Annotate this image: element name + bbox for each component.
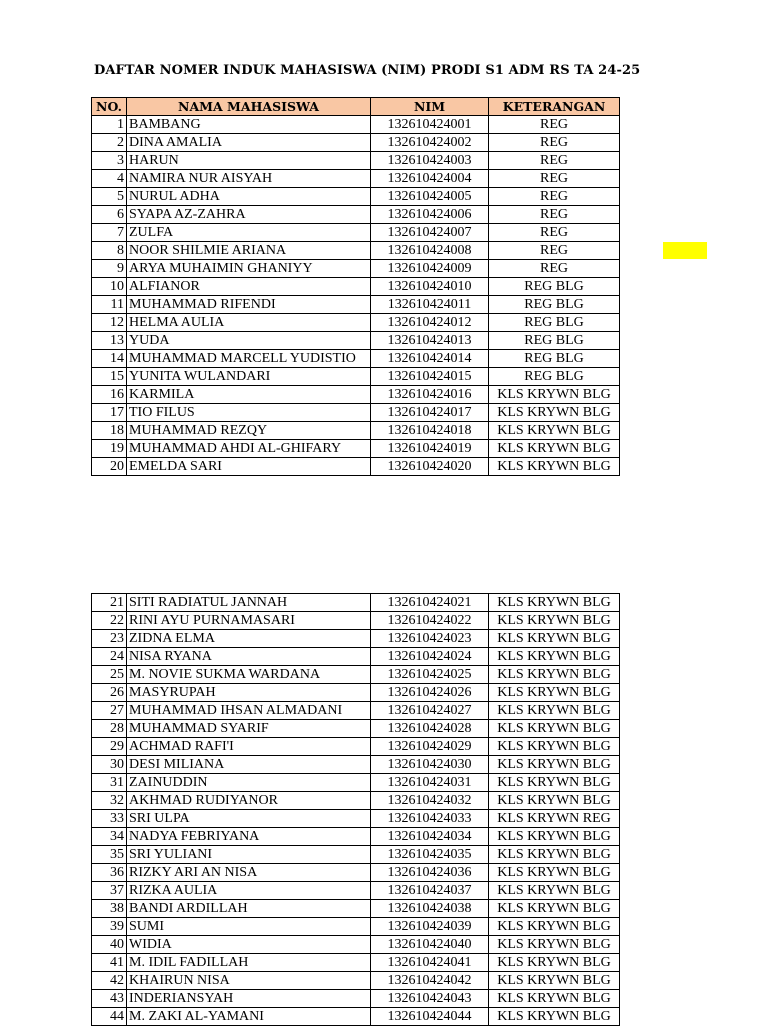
cell-nim: 132610424003 <box>371 152 489 170</box>
cell-nim: 132610424037 <box>371 882 489 900</box>
cell-nim: 132610424028 <box>371 720 489 738</box>
cell-name: SUMI <box>127 918 371 936</box>
cell-name: NOOR SHILMIE ARIANA <box>127 242 371 260</box>
cell-name: MUHAMMAD RIFENDI <box>127 296 371 314</box>
cell-no: 29 <box>92 738 127 756</box>
cell-keterangan: REG BLG <box>489 350 620 368</box>
cell-no: 44 <box>92 1008 127 1026</box>
table-row <box>92 720 620 738</box>
cell-keterangan: KLS KRYWN REG <box>489 810 620 828</box>
cell-name: ZULFA <box>127 224 371 242</box>
cell-no: 12 <box>92 314 127 332</box>
table-row <box>92 684 620 702</box>
cell-name: NISA RYANA <box>127 648 371 666</box>
cell-nim: 132610424035 <box>371 846 489 864</box>
cell-name: SRI YULIANI <box>127 846 371 864</box>
cell-keterangan: KLS KRYWN BLG <box>489 612 620 630</box>
cell-no: 10 <box>92 278 127 296</box>
cell-keterangan: KLS KRYWN BLG <box>489 594 620 612</box>
table-row <box>92 314 620 332</box>
table-row <box>92 224 620 242</box>
cell-no: 22 <box>92 612 127 630</box>
cell-nim: 132610424015 <box>371 368 489 386</box>
cell-no: 42 <box>92 972 127 990</box>
table-row <box>92 900 620 918</box>
table-row <box>92 386 620 404</box>
cell-name: DESI MILIANA <box>127 756 371 774</box>
cell-name: KARMILA <box>127 386 371 404</box>
cell-no: 17 <box>92 404 127 422</box>
table-row <box>92 260 620 278</box>
cell-name: DINA AMALIA <box>127 134 371 152</box>
cell-keterangan: KLS KRYWN BLG <box>489 648 620 666</box>
header-no: NO. <box>92 98 127 116</box>
table-row <box>92 612 620 630</box>
table-row <box>92 152 620 170</box>
cell-name: ACHMAD RAFI'I <box>127 738 371 756</box>
cell-keterangan: KLS KRYWN BLG <box>489 756 620 774</box>
table-row <box>92 648 620 666</box>
cell-nim: 132610424009 <box>371 260 489 278</box>
cell-name: MUHAMMAD AHDI AL-GHIFARY <box>127 440 371 458</box>
table-row <box>92 738 620 756</box>
cell-nim: 132610424036 <box>371 864 489 882</box>
cell-keterangan: REG <box>489 152 620 170</box>
highlighted-cell <box>663 242 707 259</box>
cell-no: 5 <box>92 188 127 206</box>
page-title: DAFTAR NOMER INDUK MAHASISWA (NIM) PRODI S1 ADM RS TA 24-25 <box>94 63 641 78</box>
table-header-row <box>92 98 620 116</box>
cell-nim: 132610424030 <box>371 756 489 774</box>
cell-name: RINI AYU PURNAMASARI <box>127 612 371 630</box>
cell-name: INDERIANSYAH <box>127 990 371 1008</box>
cell-keterangan: REG <box>489 260 620 278</box>
cell-name: YUDA <box>127 332 371 350</box>
cell-nim: 132610424016 <box>371 386 489 404</box>
cell-nim: 132610424043 <box>371 990 489 1008</box>
cell-nim: 132610424031 <box>371 774 489 792</box>
cell-nim: 132610424042 <box>371 972 489 990</box>
cell-name: MUHAMMAD MARCELL YUDISTIO <box>127 350 371 368</box>
table-row <box>92 630 620 648</box>
cell-name: ZAINUDDIN <box>127 774 371 792</box>
cell-keterangan: KLS KRYWN BLG <box>489 918 620 936</box>
cell-keterangan: REG BLG <box>489 296 620 314</box>
cell-nim: 132610424041 <box>371 954 489 972</box>
cell-no: 14 <box>92 350 127 368</box>
cell-keterangan: KLS KRYWN BLG <box>489 882 620 900</box>
header-name: NAMA MAHASISWA <box>127 98 371 116</box>
table-row <box>92 350 620 368</box>
cell-name: ALFIANOR <box>127 278 371 296</box>
cell-keterangan: REG <box>489 188 620 206</box>
table-row <box>92 170 620 188</box>
cell-name: HARUN <box>127 152 371 170</box>
cell-keterangan: KLS KRYWN BLG <box>489 972 620 990</box>
cell-nim: 132610424002 <box>371 134 489 152</box>
cell-nim: 132610424005 <box>371 188 489 206</box>
cell-name: MUHAMMAD REZQY <box>127 422 371 440</box>
cell-nim: 132610424025 <box>371 666 489 684</box>
cell-nim: 132610424044 <box>371 1008 489 1026</box>
cell-keterangan: KLS KRYWN BLG <box>489 900 620 918</box>
cell-keterangan: KLS KRYWN BLG <box>489 630 620 648</box>
cell-name: M. NOVIE SUKMA WARDANA <box>127 666 371 684</box>
table-row <box>92 666 620 684</box>
cell-name: M. IDIL FADILLAH <box>127 954 371 972</box>
student-table-2 <box>91 593 620 1026</box>
cell-no: 30 <box>92 756 127 774</box>
cell-nim: 132610424026 <box>371 684 489 702</box>
cell-keterangan: REG BLG <box>489 368 620 386</box>
cell-name: NURUL ADHA <box>127 188 371 206</box>
cell-no: 2 <box>92 134 127 152</box>
cell-no: 18 <box>92 422 127 440</box>
cell-no: 43 <box>92 990 127 1008</box>
cell-keterangan: REG <box>489 134 620 152</box>
cell-keterangan: REG <box>489 224 620 242</box>
table-row <box>92 918 620 936</box>
cell-nim: 132610424010 <box>371 278 489 296</box>
cell-no: 4 <box>92 170 127 188</box>
cell-name: NADYA FEBRIYANA <box>127 828 371 846</box>
table-row <box>92 134 620 152</box>
cell-no: 8 <box>92 242 127 260</box>
cell-nim: 132610424001 <box>371 116 489 134</box>
table-row <box>92 810 620 828</box>
cell-name: BANDI ARDILLAH <box>127 900 371 918</box>
cell-nim: 132610424027 <box>371 702 489 720</box>
cell-nim: 132610424023 <box>371 630 489 648</box>
cell-name: ZIDNA ELMA <box>127 630 371 648</box>
cell-no: 20 <box>92 458 127 476</box>
cell-no: 28 <box>92 720 127 738</box>
table-row <box>92 936 620 954</box>
cell-name: M. ZAKI AL-YAMANI <box>127 1008 371 1026</box>
cell-name: AKHMAD RUDIYANOR <box>127 792 371 810</box>
cell-nim: 132610424020 <box>371 458 489 476</box>
cell-name: HELMA AULIA <box>127 314 371 332</box>
cell-no: 11 <box>92 296 127 314</box>
cell-keterangan: KLS KRYWN BLG <box>489 738 620 756</box>
cell-keterangan: KLS KRYWN BLG <box>489 864 620 882</box>
cell-nim: 132610424007 <box>371 224 489 242</box>
cell-no: 19 <box>92 440 127 458</box>
cell-keterangan: KLS KRYWN BLG <box>489 720 620 738</box>
cell-nim: 132610424014 <box>371 350 489 368</box>
table-row <box>92 278 620 296</box>
cell-nim: 132610424018 <box>371 422 489 440</box>
cell-keterangan: KLS KRYWN BLG <box>489 702 620 720</box>
cell-keterangan: REG <box>489 242 620 260</box>
cell-name: SYAPA AZ-ZAHRA <box>127 206 371 224</box>
cell-no: 15 <box>92 368 127 386</box>
student-table-1 <box>91 97 620 476</box>
cell-no: 38 <box>92 900 127 918</box>
cell-name: SRI ULPA <box>127 810 371 828</box>
table-row <box>92 116 620 134</box>
table-row <box>92 332 620 350</box>
table-row <box>92 954 620 972</box>
cell-no: 35 <box>92 846 127 864</box>
cell-no: 37 <box>92 882 127 900</box>
table-row <box>92 458 620 476</box>
cell-nim: 132610424032 <box>371 792 489 810</box>
cell-keterangan: KLS KRYWN BLG <box>489 792 620 810</box>
cell-nim: 132610424008 <box>371 242 489 260</box>
cell-name: SITI RADIATUL JANNAH <box>127 594 371 612</box>
table-row <box>92 792 620 810</box>
cell-nim: 132610424019 <box>371 440 489 458</box>
cell-keterangan: KLS KRYWN BLG <box>489 828 620 846</box>
table-row <box>92 756 620 774</box>
cell-no: 21 <box>92 594 127 612</box>
table-row <box>92 404 620 422</box>
cell-nim: 132610424034 <box>371 828 489 846</box>
cell-no: 1 <box>92 116 127 134</box>
cell-no: 33 <box>92 810 127 828</box>
cell-keterangan: KLS KRYWN BLG <box>489 404 620 422</box>
table-row <box>92 422 620 440</box>
table-row <box>92 296 620 314</box>
table-row <box>92 828 620 846</box>
cell-name: BAMBANG <box>127 116 371 134</box>
cell-name: RIZKY ARI AN NISA <box>127 864 371 882</box>
cell-no: 3 <box>92 152 127 170</box>
table-row <box>92 594 620 612</box>
cell-keterangan: KLS KRYWN BLG <box>489 440 620 458</box>
table-row <box>92 188 620 206</box>
cell-nim: 132610424013 <box>371 332 489 350</box>
table-row <box>92 774 620 792</box>
cell-nim: 132610424033 <box>371 810 489 828</box>
cell-keterangan: REG <box>489 116 620 134</box>
cell-no: 25 <box>92 666 127 684</box>
cell-keterangan: KLS KRYWN BLG <box>489 990 620 1008</box>
cell-nim: 132610424012 <box>371 314 489 332</box>
cell-nim: 132610424040 <box>371 936 489 954</box>
cell-name: MASYRUPAH <box>127 684 371 702</box>
cell-name: EMELDA SARI <box>127 458 371 476</box>
cell-no: 31 <box>92 774 127 792</box>
cell-keterangan: REG <box>489 206 620 224</box>
cell-name: RIZKA AULIA <box>127 882 371 900</box>
cell-no: 40 <box>92 936 127 954</box>
cell-name: YUNITA WULANDARI <box>127 368 371 386</box>
table-row <box>92 368 620 386</box>
cell-keterangan: KLS KRYWN BLG <box>489 1008 620 1026</box>
cell-keterangan: KLS KRYWN BLG <box>489 936 620 954</box>
cell-no: 41 <box>92 954 127 972</box>
cell-name: NAMIRA NUR AISYAH <box>127 170 371 188</box>
cell-no: 36 <box>92 864 127 882</box>
cell-nim: 132610424021 <box>371 594 489 612</box>
cell-name: MUHAMMAD IHSAN ALMADANI <box>127 702 371 720</box>
cell-no: 32 <box>92 792 127 810</box>
cell-nim: 132610424004 <box>371 170 489 188</box>
cell-no: 13 <box>92 332 127 350</box>
cell-nim: 132610424024 <box>371 648 489 666</box>
cell-nim: 132610424011 <box>371 296 489 314</box>
cell-no: 26 <box>92 684 127 702</box>
cell-no: 34 <box>92 828 127 846</box>
cell-nim: 132610424017 <box>371 404 489 422</box>
cell-nim: 132610424029 <box>371 738 489 756</box>
table-row <box>92 1008 620 1026</box>
table-row <box>92 990 620 1008</box>
cell-nim: 132610424022 <box>371 612 489 630</box>
cell-keterangan: KLS KRYWN BLG <box>489 386 620 404</box>
cell-keterangan: KLS KRYWN BLG <box>489 954 620 972</box>
cell-nim: 132610424006 <box>371 206 489 224</box>
cell-no: 24 <box>92 648 127 666</box>
table-row <box>92 882 620 900</box>
cell-no: 23 <box>92 630 127 648</box>
table-row <box>92 440 620 458</box>
cell-keterangan: KLS KRYWN BLG <box>489 422 620 440</box>
header-nim: NIM <box>371 98 489 116</box>
cell-keterangan: REG BLG <box>489 332 620 350</box>
table-row <box>92 864 620 882</box>
cell-keterangan: KLS KRYWN BLG <box>489 846 620 864</box>
cell-no: 6 <box>92 206 127 224</box>
cell-name: KHAIRUN NISA <box>127 972 371 990</box>
cell-keterangan: REG BLG <box>489 314 620 332</box>
cell-keterangan: KLS KRYWN BLG <box>489 666 620 684</box>
table-row <box>92 702 620 720</box>
cell-no: 27 <box>92 702 127 720</box>
cell-keterangan: KLS KRYWN BLG <box>489 458 620 476</box>
header-keterangan: KETERANGAN <box>489 98 620 116</box>
cell-no: 16 <box>92 386 127 404</box>
cell-no: 39 <box>92 918 127 936</box>
cell-name: WIDIA <box>127 936 371 954</box>
cell-keterangan: KLS KRYWN BLG <box>489 774 620 792</box>
table-row <box>92 242 620 260</box>
cell-no: 9 <box>92 260 127 278</box>
cell-name: ARYA MUHAIMIN GHANIYY <box>127 260 371 278</box>
cell-name: MUHAMMAD SYARIF <box>127 720 371 738</box>
table-row <box>92 846 620 864</box>
cell-keterangan: REG BLG <box>489 278 620 296</box>
cell-name: TIO FILUS <box>127 404 371 422</box>
table-row <box>92 206 620 224</box>
cell-keterangan: KLS KRYWN BLG <box>489 684 620 702</box>
cell-nim: 132610424039 <box>371 918 489 936</box>
table-row <box>92 972 620 990</box>
cell-keterangan: REG <box>489 170 620 188</box>
cell-no: 7 <box>92 224 127 242</box>
cell-nim: 132610424038 <box>371 900 489 918</box>
